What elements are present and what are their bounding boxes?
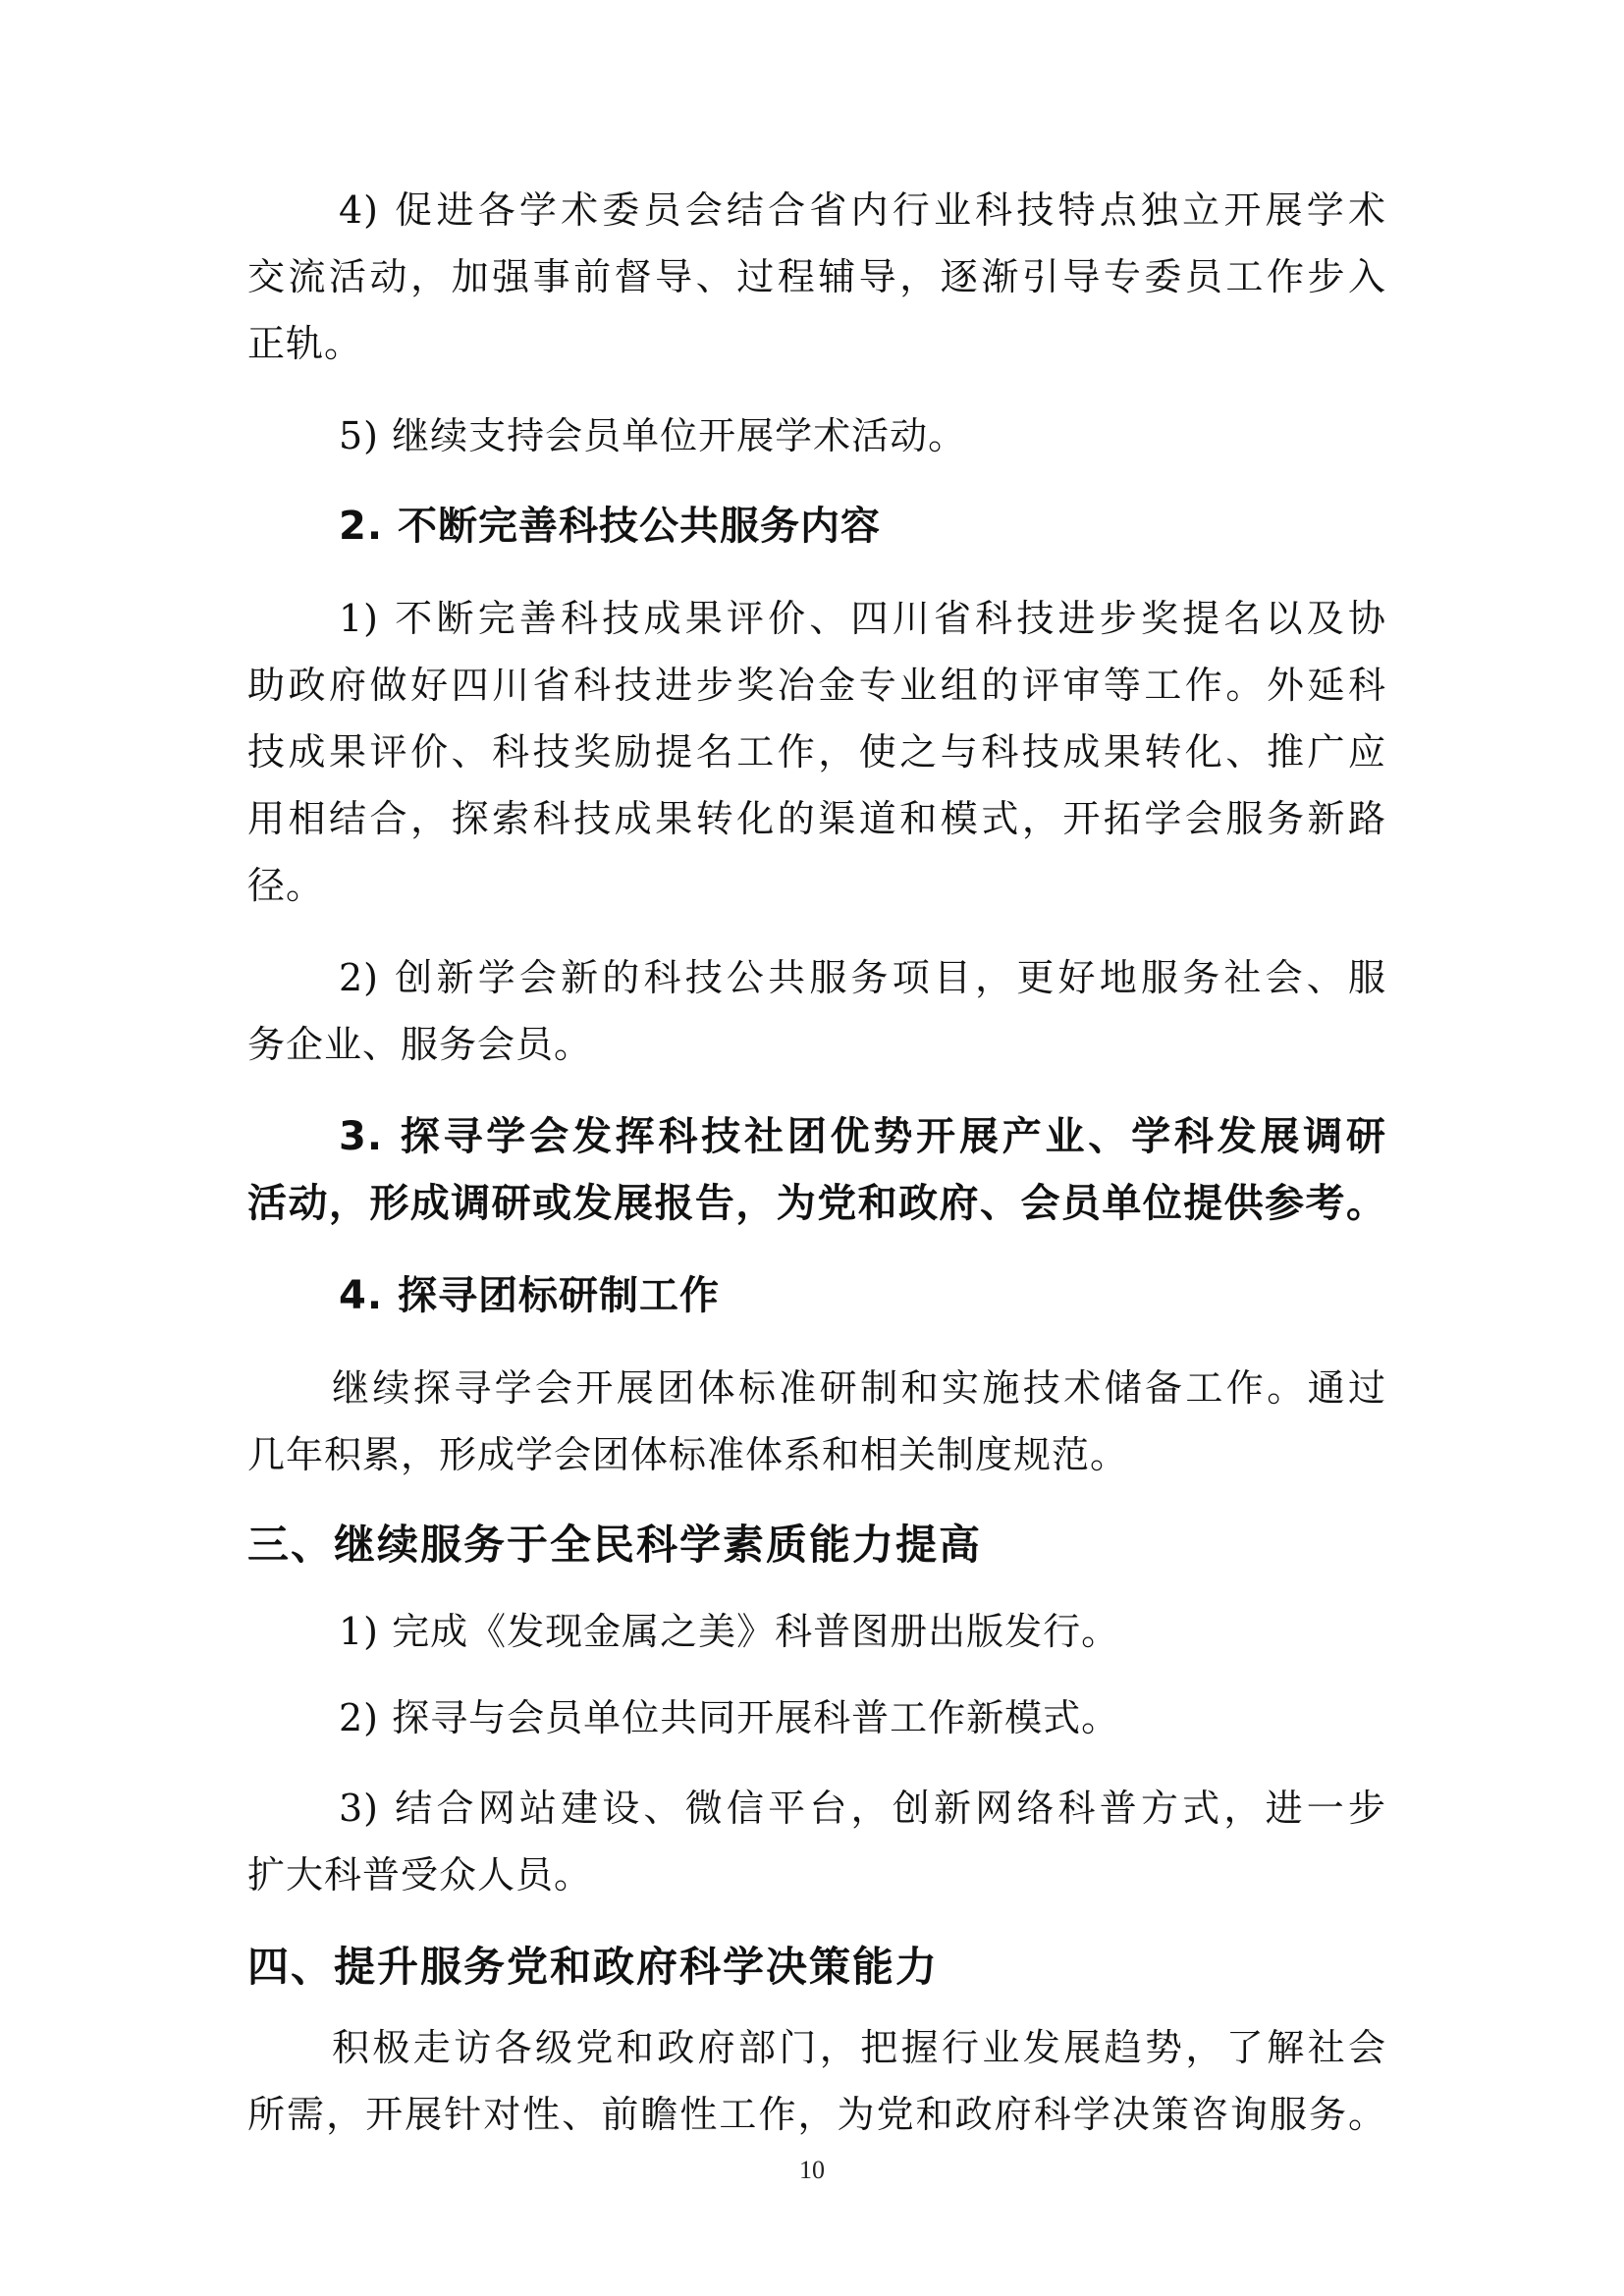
sec4-paragraph-line-1: 积极走访各级党和政府部门，把握行业发展趋势，了解社会 [332, 2026, 1386, 2069]
sec4-paragraph-line-2: 所需，开展针对性、前瞻性工作，为党和政府科学决策咨询服务。 [247, 2093, 1386, 2136]
subheading-4: 4. 探寻团标研制工作 [339, 1273, 720, 1318]
sub2-item-2-line-1: 2) 创新学会新的科技公共服务项目，更好地服务社会、服 [339, 956, 1386, 999]
sub2-item-1-line-2: 助政府做好四川省科技进步奖冶金专业组的评审等工作。外延科 [247, 664, 1386, 707]
sub2-item-1-line-3: 技成果评价、科技奖励提名工作，使之与科技成果转化、推广应 [247, 730, 1386, 774]
item-4-line-3: 正轨。 [247, 322, 363, 365]
subheading-2: 2. 不断完善科技公共服务内容 [339, 504, 881, 549]
subheading-3-line-2: 活动，形成调研或发展报告，为党和政府、会员单位提供参考。 [247, 1181, 1386, 1226]
sec3-item-2: 2) 探寻与会员单位共同开展科普工作新模式。 [339, 1696, 1120, 1739]
subheading-3-line-1: 3. 探寻学会发挥科技社团优势开展产业、学科发展调研 [339, 1114, 1386, 1159]
section-heading-3: 三、继续服务于全民科学素质能力提高 [247, 1521, 983, 1569]
section-heading-4: 四、提升服务党和政府科学决策能力 [247, 1943, 940, 1991]
sub2-item-1-line-5: 径。 [247, 864, 325, 907]
sub4-paragraph-line-1: 继续探寻学会开展团体标准研制和实施技术储备工作。通过 [332, 1366, 1386, 1410]
item-4-line-2: 交流活动，加强事前督导、过程辅导，逐渐引导专委员工作步入 [247, 255, 1386, 298]
page-number: 10 [799, 2156, 825, 2184]
item-4-line-1: 4) 促进各学术委员会结合省内行业科技特点独立开展学术 [339, 188, 1386, 232]
sub2-item-2-line-2: 务企业、服务会员。 [247, 1023, 593, 1066]
sub4-paragraph-line-2: 几年积累，形成学会团体标准体系和相关制度规范。 [247, 1433, 1129, 1476]
sub2-item-1-line-1: 1) 不断完善科技成果评价、四川省科技进步奖提名以及协 [339, 597, 1386, 640]
sec3-item-3-line-1: 3) 结合网站建设、微信平台，创新网络科普方式，进一步 [339, 1787, 1386, 1830]
sec3-item-1: 1) 完成《发现金属之美》科普图册出版发行。 [339, 1610, 1120, 1653]
sec3-item-3-line-2: 扩大科普受众人员。 [247, 1853, 593, 1896]
item-5-line-1: 5) 继续支持会员单位开展学术活动。 [339, 414, 967, 457]
sub2-item-1-line-4: 用相结合，探索科技成果转化的渠道和模式，开拓学会服务新路 [247, 797, 1386, 840]
